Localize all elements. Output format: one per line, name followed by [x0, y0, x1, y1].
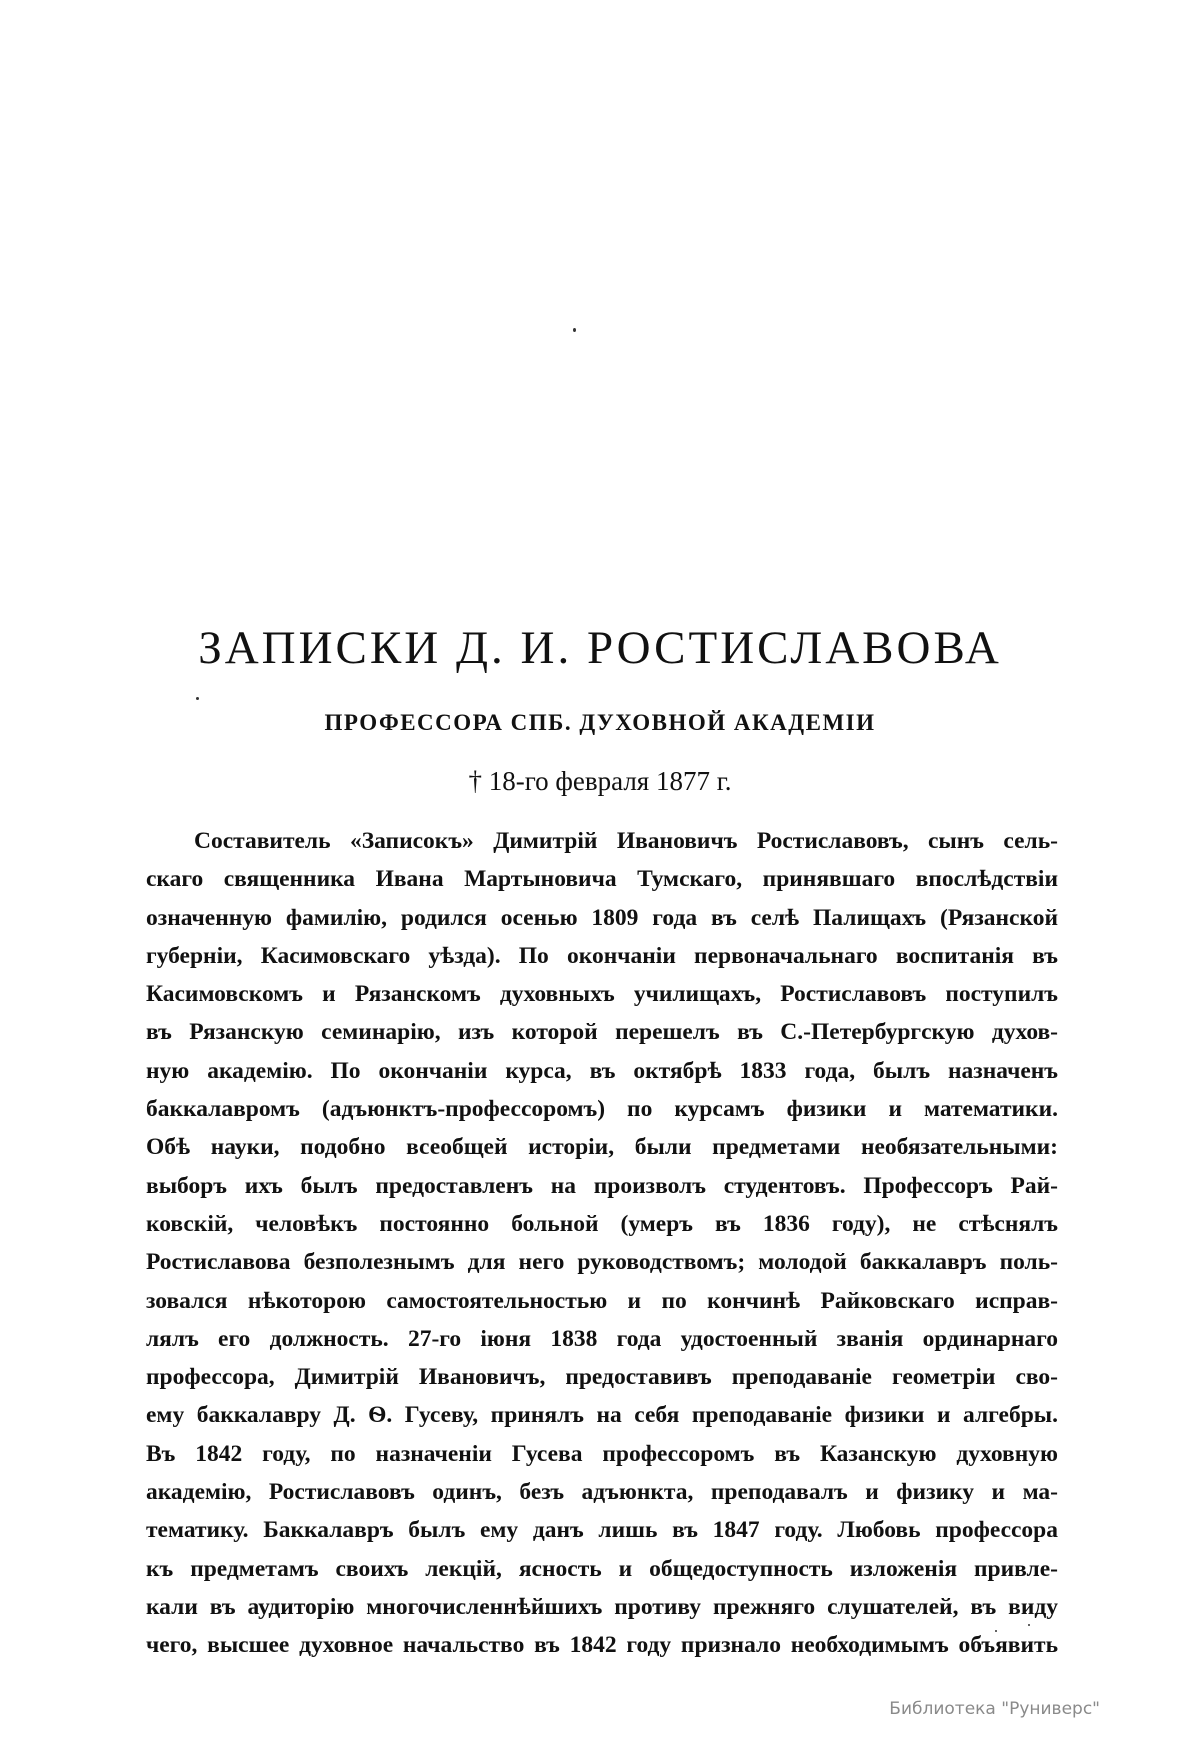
library-watermark: Библиотека "Руниверс" [889, 1699, 1100, 1719]
body-line: зовался нѣкоторою самостоятельностью и по кончинѣ Райковскаго исправ- [146, 1287, 1058, 1314]
body-line: къ предметамъ своихъ лекцій, ясность и общедоступность изложенія привле- [146, 1555, 1058, 1582]
body-line: Составитель «Записокъ» Димитрій Ивановичъ Ростиславовъ, сынъ сель- [194, 828, 1058, 854]
body-line: чего, высшее духовное начальство въ 1842 году признало необходимымъ объявить [146, 1632, 1058, 1659]
body-line: губерніи, Касимовскаго уѣзда). По окончаніи первоначальнаго воспитанія въ [146, 942, 1058, 969]
print-speck [196, 697, 199, 700]
body-line: ему баккалавру Д. Ѳ. Гусеву, принялъ на себя преподаваніе физики и алгебры. [146, 1402, 1058, 1429]
death-date-line: † 18-го февраля 1877 г. [468, 766, 732, 796]
body-line: Касимовскомъ и Рязанскомъ духовныхъ училищахъ, Ростиславовъ поступилъ [146, 981, 1058, 1008]
body-paragraph [146, 822, 1058, 1665]
body-line: Обѣ науки, подобно всеобщей исторіи, были предметами необязательными: [146, 1134, 1058, 1161]
body-line: скаго священника Ивана Мартыновича Тумскаго, принявшаго впослѣдствіи [146, 866, 1058, 893]
body-line: лялъ его должность. 27-го іюня 1838 года удостоенный званія ординарнаго [146, 1325, 1058, 1352]
body-line: ную академію. По окончаніи курса, въ октябрѣ 1833 года, былъ назначенъ [146, 1057, 1058, 1084]
body-line: Ростиславова безполезнымъ для него руководствомъ; молодой баккалавръ поль- [146, 1249, 1058, 1276]
body-line: профессора, Димитрій Ивановичъ, предоставивъ преподаваніе геометріи сво- [146, 1364, 1058, 1391]
document-title: ЗАПИСКИ Д. И. РОСТИСЛАВОВА [198, 622, 1002, 674]
body-line: тематику. Баккалавръ былъ ему данъ лишь въ 1847 году. Любовь профессора [146, 1517, 1058, 1544]
print-speck [573, 328, 576, 332]
body-line: баккалавромъ (адъюнктъ-профессоромъ) по курсамъ физики и математики. [146, 1096, 1058, 1123]
body-line: въ Рязанскую семинарію, изъ которой перешелъ въ С.-Петербургскую духов- [146, 1019, 1058, 1046]
document-subtitle: ПРОФЕССОРА СПБ. ДУХОВНОЙ АКАДЕМІИ [324, 710, 876, 735]
body-line: академію, Ростиславовъ одинъ, безъ адъюнкта, преподавалъ и физику и ма- [146, 1479, 1058, 1506]
body-line: кали въ аудиторію многочисленнѣйшихъ противу прежняго слушателей, въ виду [146, 1593, 1058, 1620]
body-line: ковскій, человѣкъ постоянно больной (умеръ въ 1836 году), не стѣснялъ [146, 1210, 1058, 1237]
body-line: означенную фамилію, родился осенью 1809 года въ селѣ Палищахъ (Рязанской [146, 904, 1058, 931]
body-line: выборъ ихъ былъ предоставленъ на произволъ студентовъ. Профессоръ Рай- [146, 1172, 1058, 1199]
body-line: Въ 1842 году, по назначеніи Гусева профессоромъ въ Казанскую духовную [146, 1440, 1058, 1467]
